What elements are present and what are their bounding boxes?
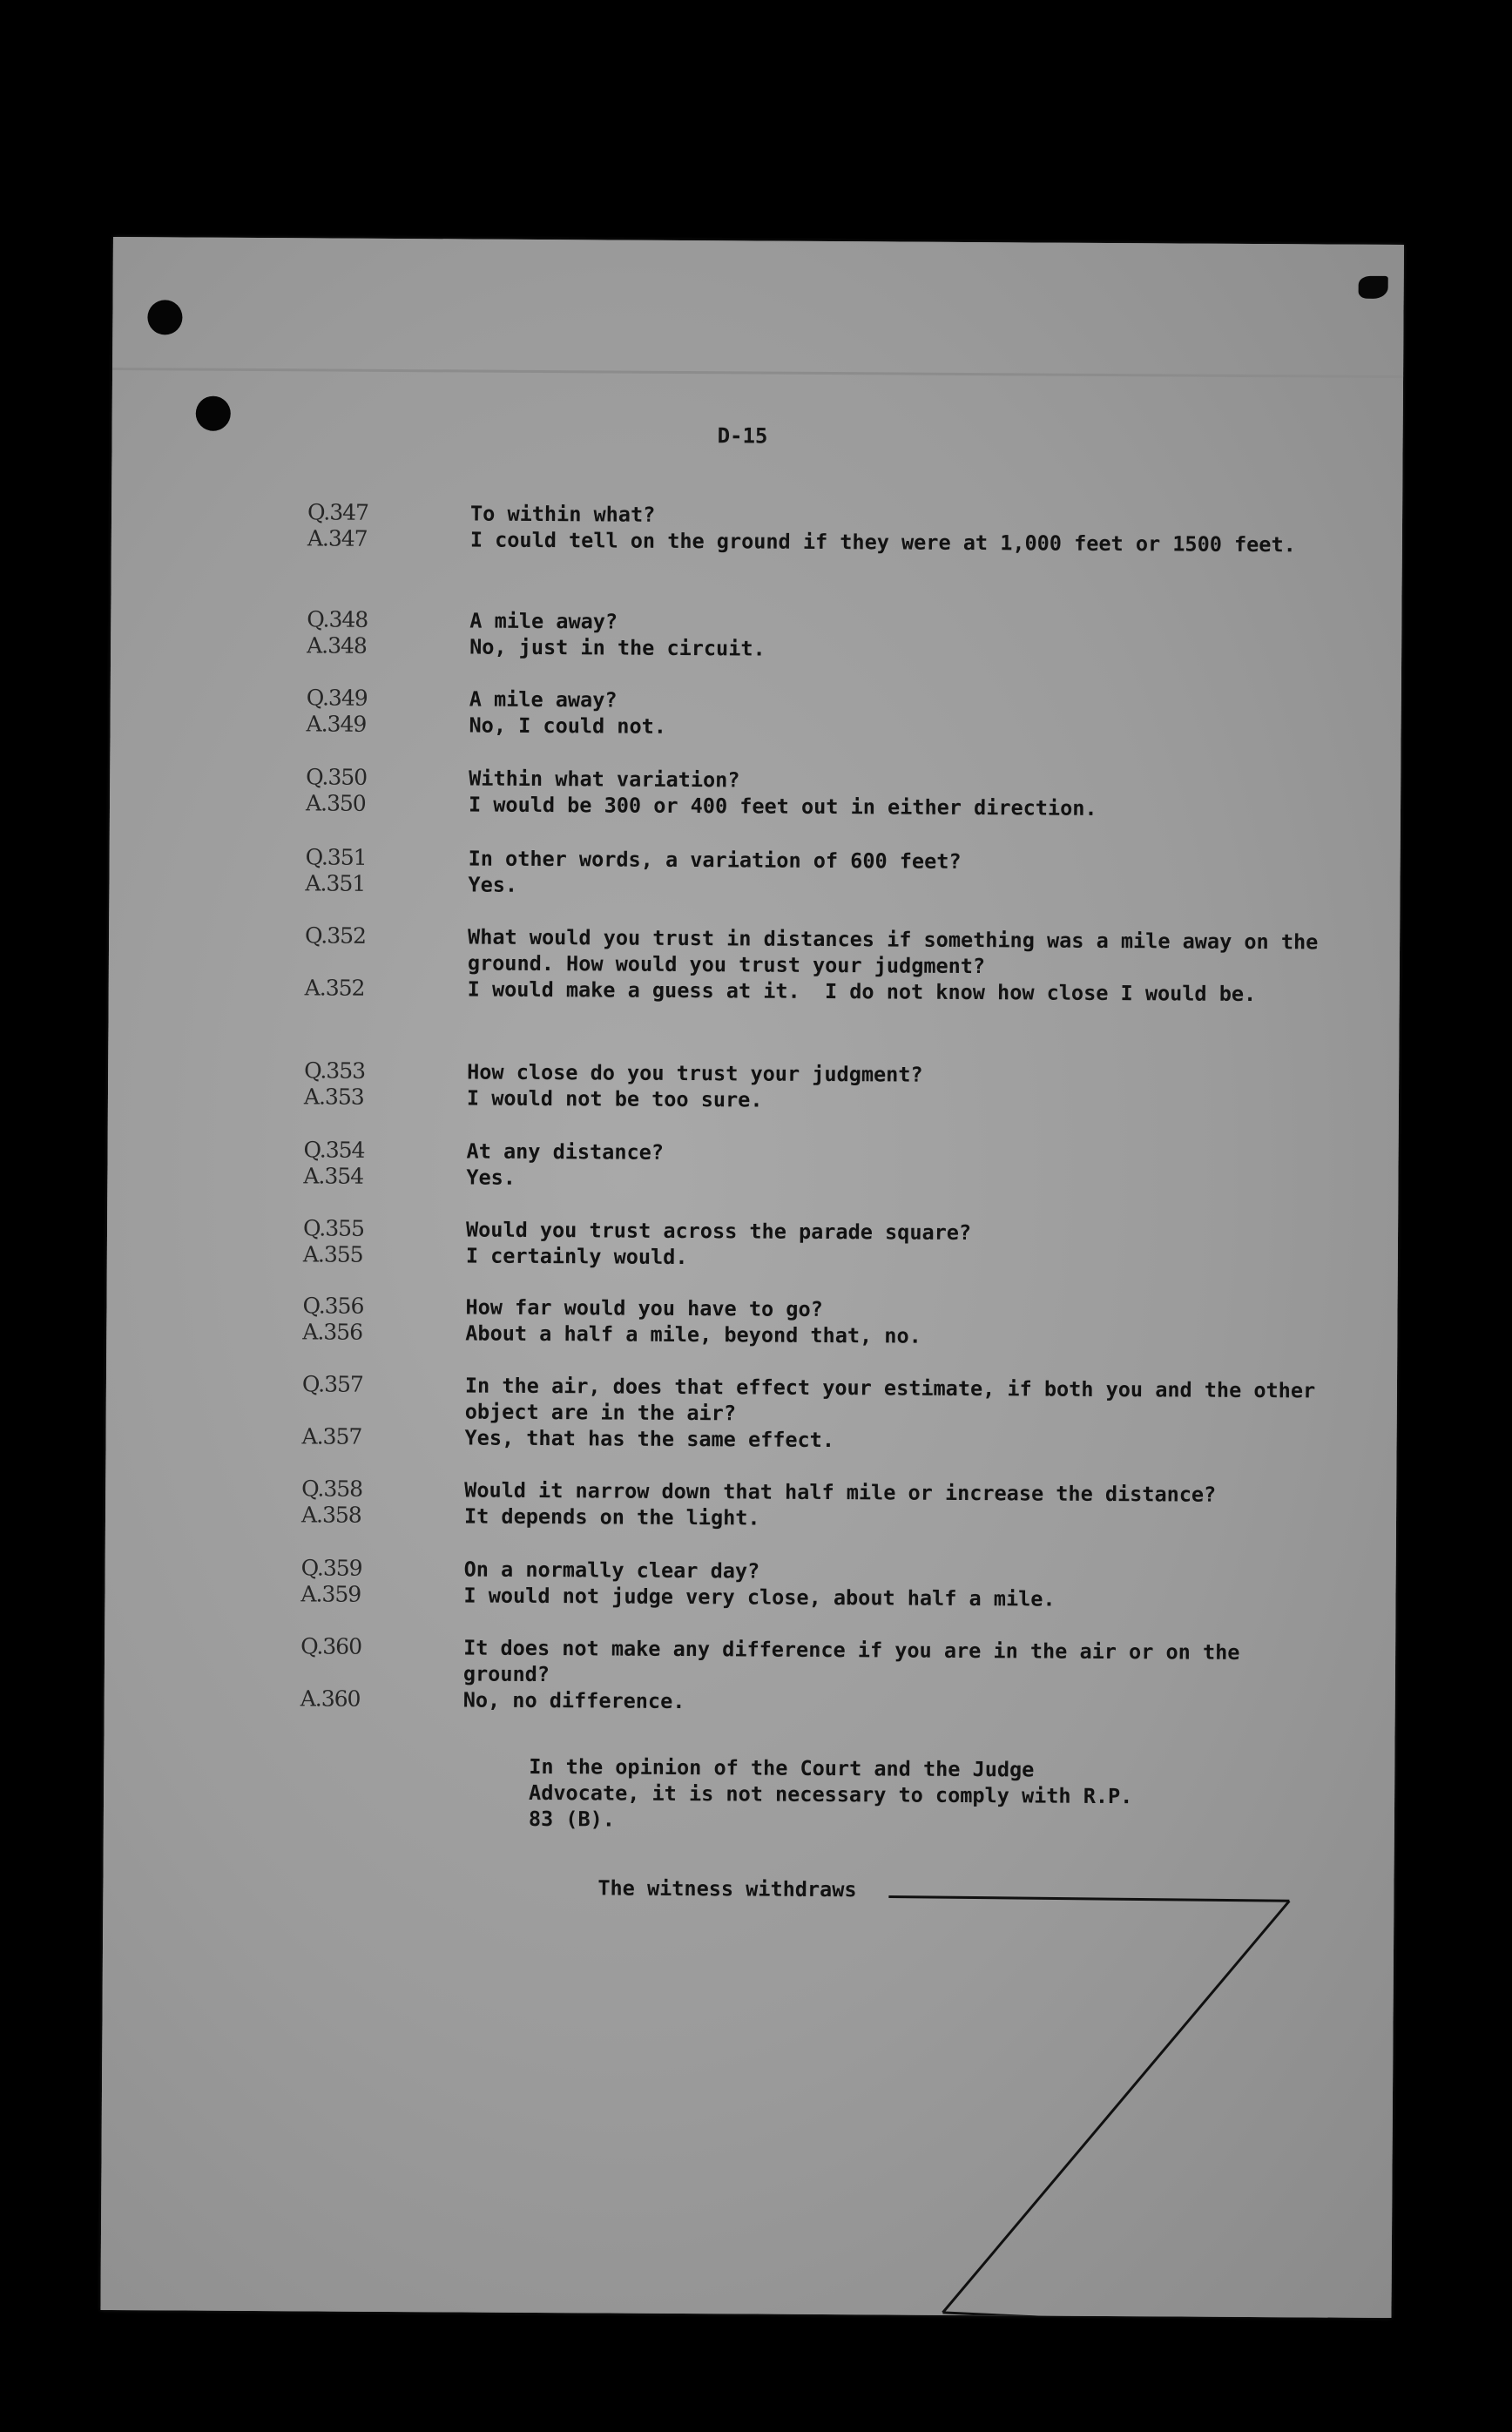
answer-number: A.355 — [302, 1241, 363, 1267]
answer-number: A.358 — [300, 1502, 361, 1528]
question-text: It does not make any difference if you are in the air or on the ground? — [462, 1635, 1252, 1687]
question-number: Q.354 — [303, 1137, 365, 1163]
answer-number: A.357 — [301, 1423, 362, 1449]
question-text: At any distance? — [466, 1138, 665, 1165]
answer-number: A.356 — [302, 1319, 363, 1345]
answer-text: About a half a mile, beyond that, no. — [465, 1321, 921, 1348]
answer-number: A.351 — [305, 870, 366, 896]
question-text: How close do you trust your judgment? — [467, 1059, 923, 1087]
question-number: Q.357 — [301, 1371, 363, 1397]
question-text: How far would you have to go? — [465, 1294, 823, 1321]
question-number: Q.359 — [300, 1555, 362, 1581]
document-paper — [100, 237, 1404, 2318]
question-text: Would it narrow down that half mile or increase the distance? — [464, 1477, 1217, 1507]
answer-number: A.352 — [304, 975, 365, 1001]
page-number: D-15 — [717, 423, 768, 449]
question-text: Would you trust across the parade square? — [465, 1217, 972, 1246]
answer-number: A.349 — [306, 711, 367, 737]
question-number: Q.360 — [300, 1633, 362, 1659]
question-text: A mile away? — [469, 608, 618, 634]
answer-text: I would not judge very close, about half a mile. — [463, 1583, 1056, 1611]
answer-text: I would be 300 or 400 feet out in either direction. — [468, 792, 1097, 821]
answer-number: A.360 — [300, 1686, 361, 1712]
question-number: Q.348 — [307, 606, 368, 632]
answer-number: A.348 — [307, 632, 367, 659]
answer-number: A.347 — [307, 525, 368, 551]
question-number: Q.352 — [305, 922, 367, 949]
z-strike-mark — [100, 237, 1404, 2318]
answer-number: A.350 — [305, 790, 366, 816]
question-text: On a normally clear day? — [463, 1557, 760, 1584]
answer-number: A.353 — [303, 1084, 364, 1110]
answer-text: I would make a guess at it. I do not know how close I would be. — [467, 976, 1257, 1007]
answer-text: Yes, that has the same effect. — [464, 1425, 835, 1453]
signature-line — [888, 1896, 1289, 1901]
answer-text: I certainly would. — [465, 1243, 688, 1270]
question-text: Within what variation? — [469, 766, 740, 793]
question-number: Q.347 — [307, 499, 369, 525]
answer-number: A.359 — [300, 1581, 361, 1607]
witness-withdraws: The witness withdraws — [597, 1875, 857, 1902]
question-number: Q.353 — [304, 1057, 366, 1084]
answer-text: Yes. — [468, 872, 518, 897]
z-bottom — [942, 2313, 1264, 2318]
question-text: To within what? — [469, 501, 656, 527]
question-number: Q.350 — [306, 764, 368, 790]
answer-text: It depends on the light. — [463, 1503, 760, 1530]
question-number: Q.356 — [302, 1293, 364, 1319]
answer-text: No, no difference. — [462, 1687, 685, 1714]
z-diagonal — [942, 1899, 1289, 2314]
question-text: A mile away? — [469, 686, 618, 713]
question-text: In other words, a variation of 600 feet? — [468, 846, 962, 874]
question-number: Q.349 — [306, 685, 368, 711]
question-number: Q.358 — [301, 1476, 363, 1502]
answer-text: Yes. — [466, 1165, 516, 1190]
question-number: Q.351 — [305, 844, 367, 870]
question-number: Q.355 — [302, 1215, 365, 1241]
answer-text: I would not be too sure. — [466, 1085, 763, 1112]
answer-text: I could tell on the ground if they were at 1,000 feet or 1500 feet. — [469, 527, 1296, 557]
answer-text: No, I could not. — [469, 713, 667, 739]
question-text: What would you trust in distances if something was a mile away on the ground. How would you trust your judgment? — [467, 924, 1331, 979]
question-text: In the air, does that effect your estimate, if both you and the other object are in the air? — [464, 1373, 1328, 1426]
answer-number: A.354 — [303, 1163, 364, 1189]
answer-text: No, just in the circuit. — [469, 634, 766, 661]
court-note: In the opinion of the Court and the Judge Advocate, it is not necessary to comply with R.P. 83 (B). — [528, 1753, 1145, 1832]
